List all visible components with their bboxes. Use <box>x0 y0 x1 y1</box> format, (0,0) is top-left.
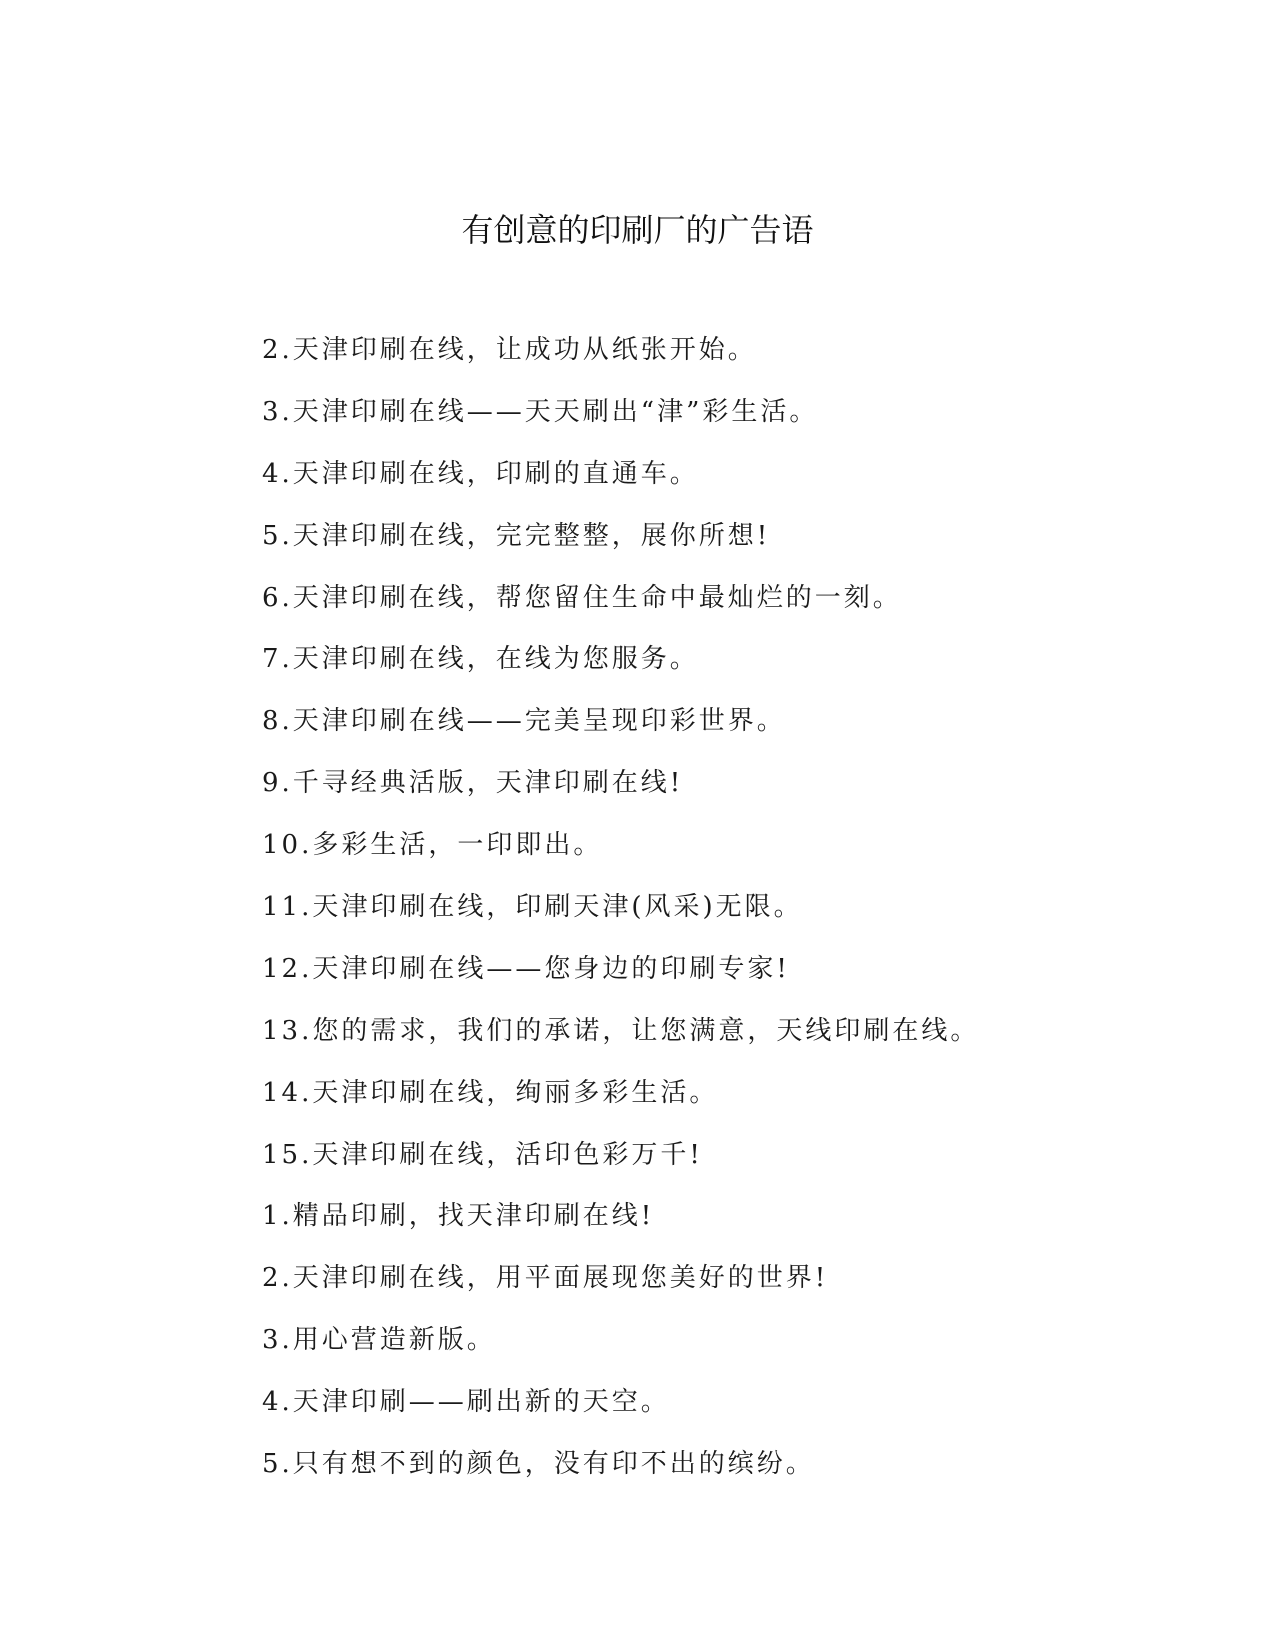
document-title: 有创意的印刷厂的广告语 <box>461 211 814 249</box>
slogan-line: 5.天津印刷在线，完完整整，展你所想! <box>262 520 771 551</box>
slogan-line: 2.天津印刷在线，让成功从纸张开始。 <box>262 335 757 365</box>
slogan-line: 7.天津印刷在线，在线为您服务。 <box>262 644 699 675</box>
slogan-line: 10.多彩生活，一印即出。 <box>262 830 603 861</box>
slogan-line: 5.只有想不到的颜色，没有印不出的缤纷。 <box>262 1449 815 1480</box>
slogan-line: 4.天津印刷在线，印刷的直通车。 <box>262 458 699 489</box>
slogan-line: 12.天津印刷在线——您身边的印刷专家! <box>262 953 790 984</box>
slogan-line: 9.千寻经典活版，天津印刷在线! <box>262 768 684 799</box>
slogan-line: 6.天津印刷在线，帮您留住生命中最灿烂的一刻。 <box>262 582 902 613</box>
slogan-line: 11.天津印刷在线，印刷天津(风采)无限。 <box>262 892 803 923</box>
slogan-line: 2.天津印刷在线，用平面展现您美好的世界! <box>262 1263 829 1294</box>
slogan-line: 14.天津印刷在线，绚丽多彩生活。 <box>262 1077 719 1108</box>
slogan-line: 3.天津印刷在线——天天刷出“津”彩生活。 <box>262 396 819 427</box>
slogan-line: 4.天津印刷——刷出新的天空。 <box>262 1387 670 1418</box>
slogan-line: 13.您的需求，我们的承诺，让您满意，天线印刷在线。 <box>262 1015 980 1046</box>
slogan-line: 8.天津印刷在线——完美呈现印彩世界。 <box>262 706 786 737</box>
slogan-line: 3.用心营造新版。 <box>262 1325 496 1356</box>
slogan-list <box>262 330 979 1506</box>
slogan-line: 15.天津印刷在线，活印色彩万千! <box>262 1139 703 1170</box>
slogan-line: 1.精品印刷，找天津印刷在线! <box>262 1201 655 1232</box>
